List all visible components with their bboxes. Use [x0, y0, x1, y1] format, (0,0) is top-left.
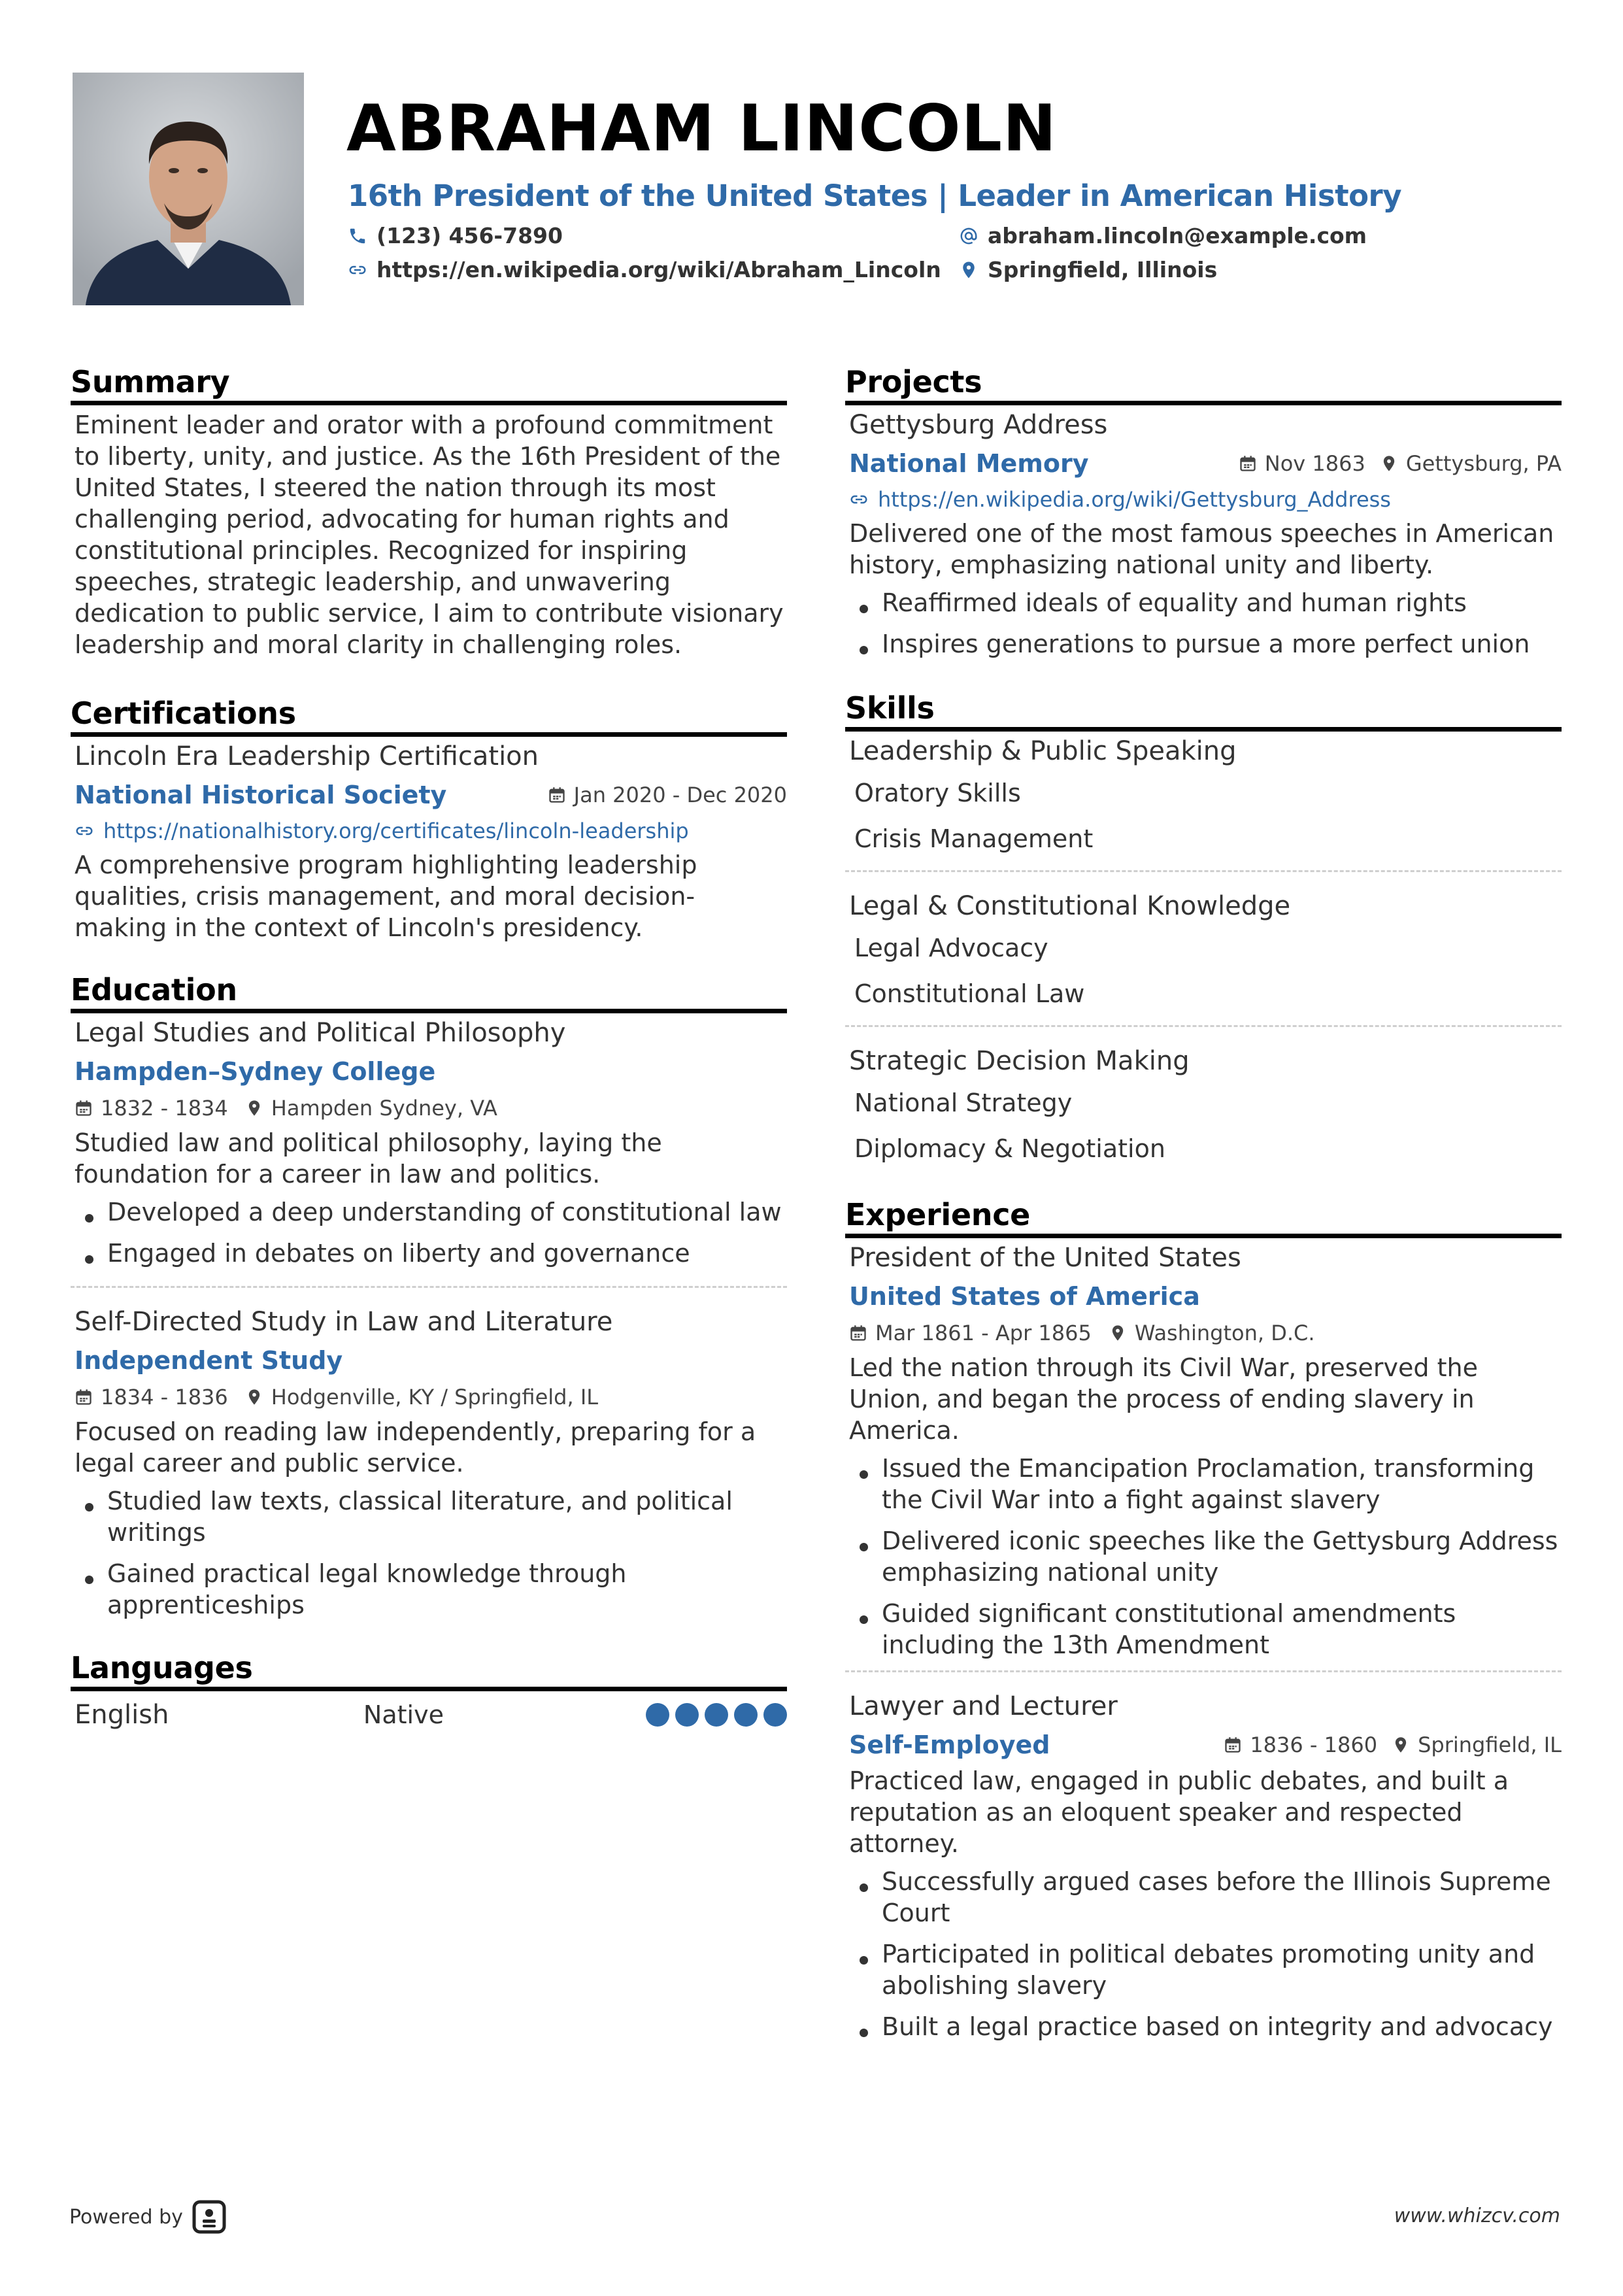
- project-bullets: [845, 587, 1562, 660]
- map-pin-icon: [1109, 1324, 1127, 1342]
- education-heading: Education: [71, 971, 787, 1013]
- experience-org: United States of America: [849, 1282, 1200, 1311]
- language-row: [71, 1698, 787, 1732]
- map-pin-icon: [959, 260, 979, 280]
- map-pin-icon: [245, 1388, 263, 1406]
- map-pin-icon: [1392, 1736, 1410, 1754]
- education-description: Studied law and political philosophy, laying the foundation for a career in law and politics.: [75, 1128, 662, 1189]
- calendar-icon: [75, 1099, 93, 1117]
- experience-date: Mar 1861 - Apr 1865: [875, 1321, 1092, 1345]
- skill-group-name: Leadership & Public Speaking: [849, 736, 1237, 766]
- skills-heading: Skills: [845, 689, 1562, 732]
- list-item: Reaffirmed ideals of equality and human rights: [845, 587, 1562, 618]
- project-org: National Memory: [849, 449, 1089, 478]
- list-item: Successfully argued cases before the Illinois Supreme Court: [845, 1866, 1562, 1929]
- education-school: Hampden–Sydney College: [75, 1057, 436, 1086]
- contact-website[interactable]: [348, 257, 941, 282]
- languages-heading: Languages: [71, 1649, 787, 1691]
- location-text: Springfield, Illinois: [988, 257, 1218, 282]
- project-url: https://en.wikipedia.org/wiki/Gettysburg_Address: [878, 487, 1391, 512]
- certification-date: Jan 2020 - Dec 2020: [573, 783, 787, 807]
- certification-url: https://nationalhistory.org/certificates/lincoln-leadership: [103, 819, 689, 843]
- rating-dot: [675, 1703, 699, 1727]
- skill-item: National Strategy: [854, 1089, 1073, 1117]
- certification-description: A comprehensive program highlighting leadership qualities, crisis management, and moral decision-making in the context of Lincoln's presidency.: [75, 851, 697, 942]
- education-school: Independent Study: [75, 1346, 343, 1375]
- language-rating: [646, 1703, 787, 1727]
- link-icon: [849, 490, 869, 509]
- website-text: https://en.wikipedia.org/wiki/Abraham_Lincoln: [376, 257, 941, 282]
- list-item: Developed a deep understanding of constitutional law: [71, 1196, 787, 1228]
- contact-phone[interactable]: [348, 223, 563, 248]
- certification-name: Lincoln Era Leadership Certification: [75, 741, 539, 771]
- project-link[interactable]: [845, 485, 1562, 514]
- certifications-heading: Certifications: [71, 694, 787, 737]
- experience-location: Washington, D.C.: [1134, 1321, 1315, 1345]
- map-pin-icon: [245, 1099, 263, 1117]
- at-icon: [959, 226, 979, 246]
- projects-heading: Projects: [845, 363, 1562, 405]
- experience-org: Self-Employed: [849, 1730, 1050, 1759]
- certification-link[interactable]: [71, 817, 787, 845]
- phone-icon: [348, 226, 367, 246]
- experience-heading: Experience: [845, 1196, 1562, 1238]
- project-date: Nov 1863: [1264, 451, 1365, 476]
- calendar-icon: [849, 1324, 867, 1342]
- skill-item: Legal Advocacy: [854, 934, 1048, 962]
- experience-bullets: [845, 1866, 1562, 2042]
- list-item: Issued the Emancipation Proclamation, transforming the Civil War into a fight against slavery: [845, 1453, 1562, 1515]
- list-item: Guided significant constitutional amendments including the 13th Amendment: [845, 1598, 1562, 1661]
- list-item: Participated in political debates promoting unity and abolishing slavery: [845, 1938, 1562, 2001]
- calendar-icon: [75, 1388, 93, 1406]
- list-item: Gained practical legal knowledge through apprenticeships: [71, 1558, 787, 1621]
- skill-item: Constitutional Law: [854, 979, 1085, 1008]
- divider: [845, 870, 1562, 872]
- list-item: Inspires generations to pursue a more perfect union: [845, 628, 1562, 660]
- education-date: 1834 - 1836: [101, 1385, 228, 1410]
- list-item: Built a legal practice based on integrity and advocacy: [845, 2011, 1562, 2042]
- divider: [845, 1670, 1562, 1672]
- calendar-icon: [548, 786, 566, 804]
- skill-group-name: Strategic Decision Making: [849, 1046, 1190, 1076]
- divider: [71, 1286, 787, 1288]
- experience-description: Practiced law, engaged in public debates, and built a reputation as an eloquent speaker and respected attorney.: [849, 1766, 1509, 1858]
- experience-role: Lawyer and Lecturer: [849, 1691, 1118, 1721]
- rating-dot: [763, 1703, 787, 1727]
- certification-org: National Historical Society: [75, 781, 447, 809]
- education-bullets: [71, 1485, 787, 1621]
- whizcv-logo-icon: [192, 2200, 226, 2234]
- summary-heading: Summary: [71, 363, 787, 405]
- right-column: [845, 363, 1562, 2052]
- calendar-icon: [1239, 454, 1257, 473]
- contact-location: [959, 257, 1217, 282]
- experience-location: Springfield, IL: [1418, 1732, 1562, 1757]
- contact-email[interactable]: [959, 223, 1367, 248]
- experience-role: President of the United States: [849, 1243, 1241, 1273]
- education-location: Hodgenville, KY / Springfield, IL: [271, 1385, 599, 1410]
- experience-date: 1836 - 1860: [1250, 1732, 1378, 1757]
- experience-description: Led the nation through its Civil War, preserved the Union, and began the process of ending slavery in America.: [849, 1353, 1478, 1445]
- skill-group-name: Legal & Constitutional Knowledge: [849, 891, 1291, 921]
- left-column: [71, 363, 787, 1732]
- list-item: Studied law texts, classical literature, and political writings: [71, 1485, 787, 1548]
- calendar-icon: [1224, 1736, 1242, 1754]
- candidate-headline: 16th President of the United States | Leader in American History: [348, 178, 1402, 213]
- phone-text: (123) 456-7890: [376, 223, 563, 248]
- rating-dot: [705, 1703, 728, 1727]
- list-item: Engaged in debates on liberty and governance: [71, 1238, 787, 1269]
- powered-by-label: Powered by: [69, 2205, 183, 2229]
- education-bullets: [71, 1196, 787, 1269]
- skill-item: Crisis Management: [854, 824, 1094, 853]
- divider: [845, 1025, 1562, 1027]
- profile-photo: [73, 73, 304, 305]
- summary-text: Eminent leader and orator with a profound commitment to liberty, unity, and justice. As the 16th President of the United States, I steered the nation through its most challenging period, advocating for human rights and constitutional principles. Recognized for inspiring speeches, strategic leadership, and unwavering dedication to public service, I aim to contribute visionary leadership and moral clarity in challenging roles.: [75, 411, 784, 659]
- list-item: Delivered iconic speeches like the Gettysburg Address emphasizing national unity: [845, 1525, 1562, 1588]
- candidate-name: ABRAHAM LINCOLN: [346, 92, 1057, 166]
- link-icon: [348, 260, 367, 280]
- rating-dot: [646, 1703, 669, 1727]
- project-name: Gettysburg Address: [849, 410, 1108, 440]
- education-location: Hampden Sydney, VA: [271, 1096, 497, 1121]
- powered-by[interactable]: [69, 2200, 226, 2234]
- rating-dot: [734, 1703, 758, 1727]
- education-description: Focused on reading law independently, preparing for a legal career and public service.: [75, 1417, 756, 1477]
- education-degree: Legal Studies and Political Philosophy: [75, 1018, 566, 1048]
- project-location: Gettysburg, PA: [1405, 451, 1562, 476]
- language-level: Native: [363, 1700, 444, 1729]
- experience-bullets: [845, 1453, 1562, 1661]
- link-icon: [75, 821, 94, 841]
- education-degree: Self-Directed Study in Law and Literature: [75, 1307, 613, 1337]
- skill-item: Diplomacy & Negotiation: [854, 1134, 1165, 1163]
- project-description: Delivered one of the most famous speeches in American history, emphasizing national unity and liberty.: [849, 519, 1554, 579]
- skill-item: Oratory Skills: [854, 779, 1021, 807]
- language-name: English: [75, 1700, 169, 1730]
- education-date: 1832 - 1834: [101, 1096, 228, 1121]
- map-pin-icon: [1380, 454, 1398, 473]
- email-text: abraham.lincoln@example.com: [988, 223, 1367, 248]
- footer-site[interactable]: www.whizcv.com: [1394, 2204, 1560, 2227]
